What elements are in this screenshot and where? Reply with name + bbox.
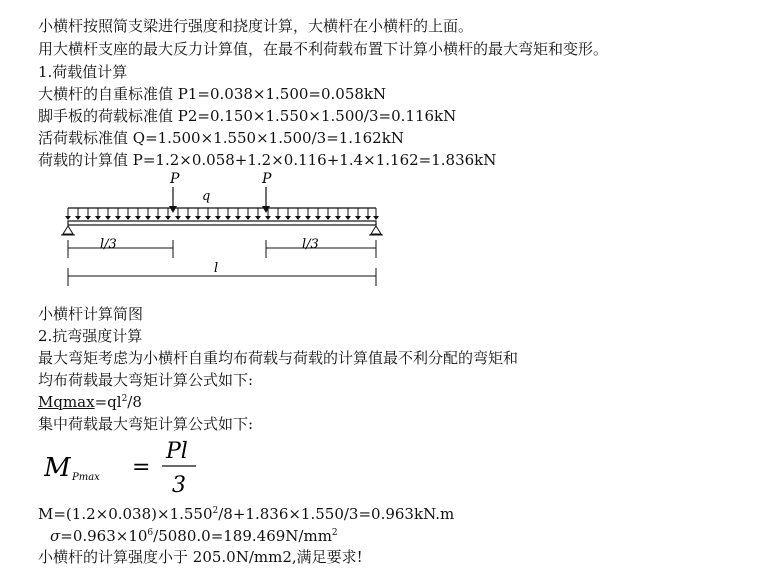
dimension-left-third [68, 240, 173, 258]
point-load-right-label: P [262, 171, 272, 187]
formula-moment-symbol: M [44, 453, 71, 483]
design-load-line: 荷载的计算值 P=1.2×0.058+1.2×0.116+1.4×1.162=1.836kN [38, 151, 497, 169]
section-2-heading: 2.抗弯强度计算 [38, 327, 143, 345]
intro-line-2: 用大横杆支座的最大反力计算值，在最不利荷载布置下计算小横杆的最大弯矩和变形。 [38, 40, 609, 58]
point-load-left-label: P [170, 171, 180, 187]
beam-diagram [56, 168, 396, 292]
formula-denominator: 3 [172, 473, 186, 498]
dimension-left-label: l/3 [100, 237, 117, 252]
dimension-right-third [266, 240, 376, 258]
point-load-formula-intro: 集中荷载最大弯矩计算公式如下: [38, 415, 254, 433]
left-support [63, 226, 73, 234]
moment-description: 最大弯矩考虑为小横杆自重均布荷载与荷载的计算值最不利分配的弯矩和 [38, 349, 519, 367]
section-1-heading: 1.荷载值计算 [38, 63, 128, 81]
right-support [371, 226, 381, 234]
uniform-load-formula: $Mqmax=ql^2/8$ [38, 393, 142, 411]
formula-equals: = [132, 455, 151, 480]
intro-line-1: 小横杆按照简支梁进行强度和挠度计算，大横杆在小横杆的上面。 [38, 17, 474, 35]
stress-result-line: $\sigma=0.963\times 10^6/5080.0=189.469N/mm^2$ [50, 527, 338, 545]
mqmax-symbol: Mqmax [38, 393, 95, 411]
dimension-span-label: l [214, 261, 219, 276]
dimension-right-label: l/3 [302, 237, 319, 252]
sigma-symbol: σ [50, 527, 61, 545]
moment-result-line: $M=(1.2\times 0.038)\times 1.550^2/8+1.836\times 1.550/3=0.963kN.m$ [38, 505, 455, 523]
point-load-moment-formula [44, 434, 214, 500]
live-load-line: 活荷载标准值 Q=1.500×1.550×1.500/3=1.162kN [38, 129, 404, 147]
point-load-right-arrowhead [262, 206, 270, 213]
plank-load-line: 脚手板的荷载标准值 P2=0.150×1.550×1.500/3=0.116kN [38, 107, 457, 125]
formula-numerator: Pl [166, 439, 188, 464]
distributed-load-arrows [65, 208, 379, 220]
diagram-caption: 小横杆计算简图 [38, 305, 144, 323]
dimension-full-span [68, 268, 376, 286]
self-weight-line: 大横杆的自重标准值 P1=0.038×1.500=0.058kN [38, 85, 387, 103]
formula-subscript: Pmax [72, 472, 100, 483]
point-load-left-arrowhead [169, 206, 177, 213]
conclusion-line: 小横杆的计算强度小于 205.0N/mm2,满足要求! [38, 548, 363, 566]
uniform-load-formula-intro: 均布荷载最大弯矩计算公式如下: [38, 371, 254, 389]
beam [68, 221, 376, 225]
distributed-load-label: q [202, 189, 211, 204]
